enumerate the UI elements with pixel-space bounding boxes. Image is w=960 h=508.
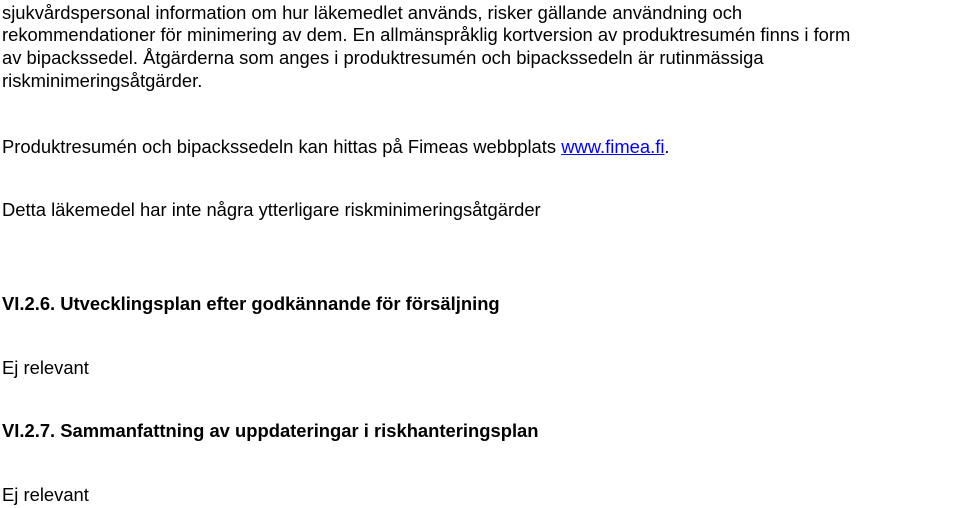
- paragraph2: [2, 136, 670, 158]
- paragraph1-line-3: av bipackssedel. Åtgärderna som anges i produktresumén och bipackssedeln är rutinmässiga: [2, 47, 764, 68]
- section-vi-2-7-heading: VI.2.7. Sammanfattning av uppdateringar i riskhanteringsplan: [2, 420, 539, 441]
- paragraph1-line-1: sjukvårdspersonal information om hur läkemedlet används, risker gällande användning och: [2, 2, 743, 23]
- fimea-website-link[interactable]: www.fimea.fi: [561, 136, 665, 157]
- paragraph3: Detta läkemedel har inte några ytterligare riskminimeringsåtgärder: [2, 199, 541, 220]
- section-vi-2-6-body: Ej relevant: [2, 357, 89, 378]
- paragraph2-text-before: Produktresumén och bipackssedeln kan hittas på Fimeas webbplats: [2, 136, 562, 157]
- paragraph1-line-4: riskminimeringsåtgärder.: [2, 70, 203, 91]
- paragraph1-line-2: rekommendationer för minimering av dem. En allmänspråklig kortversion av produktresumén finns i form: [2, 24, 851, 45]
- paragraph2-text-after: .: [664, 136, 670, 157]
- section-vi-2-7-body: Ej relevant: [2, 484, 89, 505]
- section-vi-2-6-heading: VI.2.6. Utvecklingsplan efter godkännande för försäljning: [2, 293, 500, 314]
